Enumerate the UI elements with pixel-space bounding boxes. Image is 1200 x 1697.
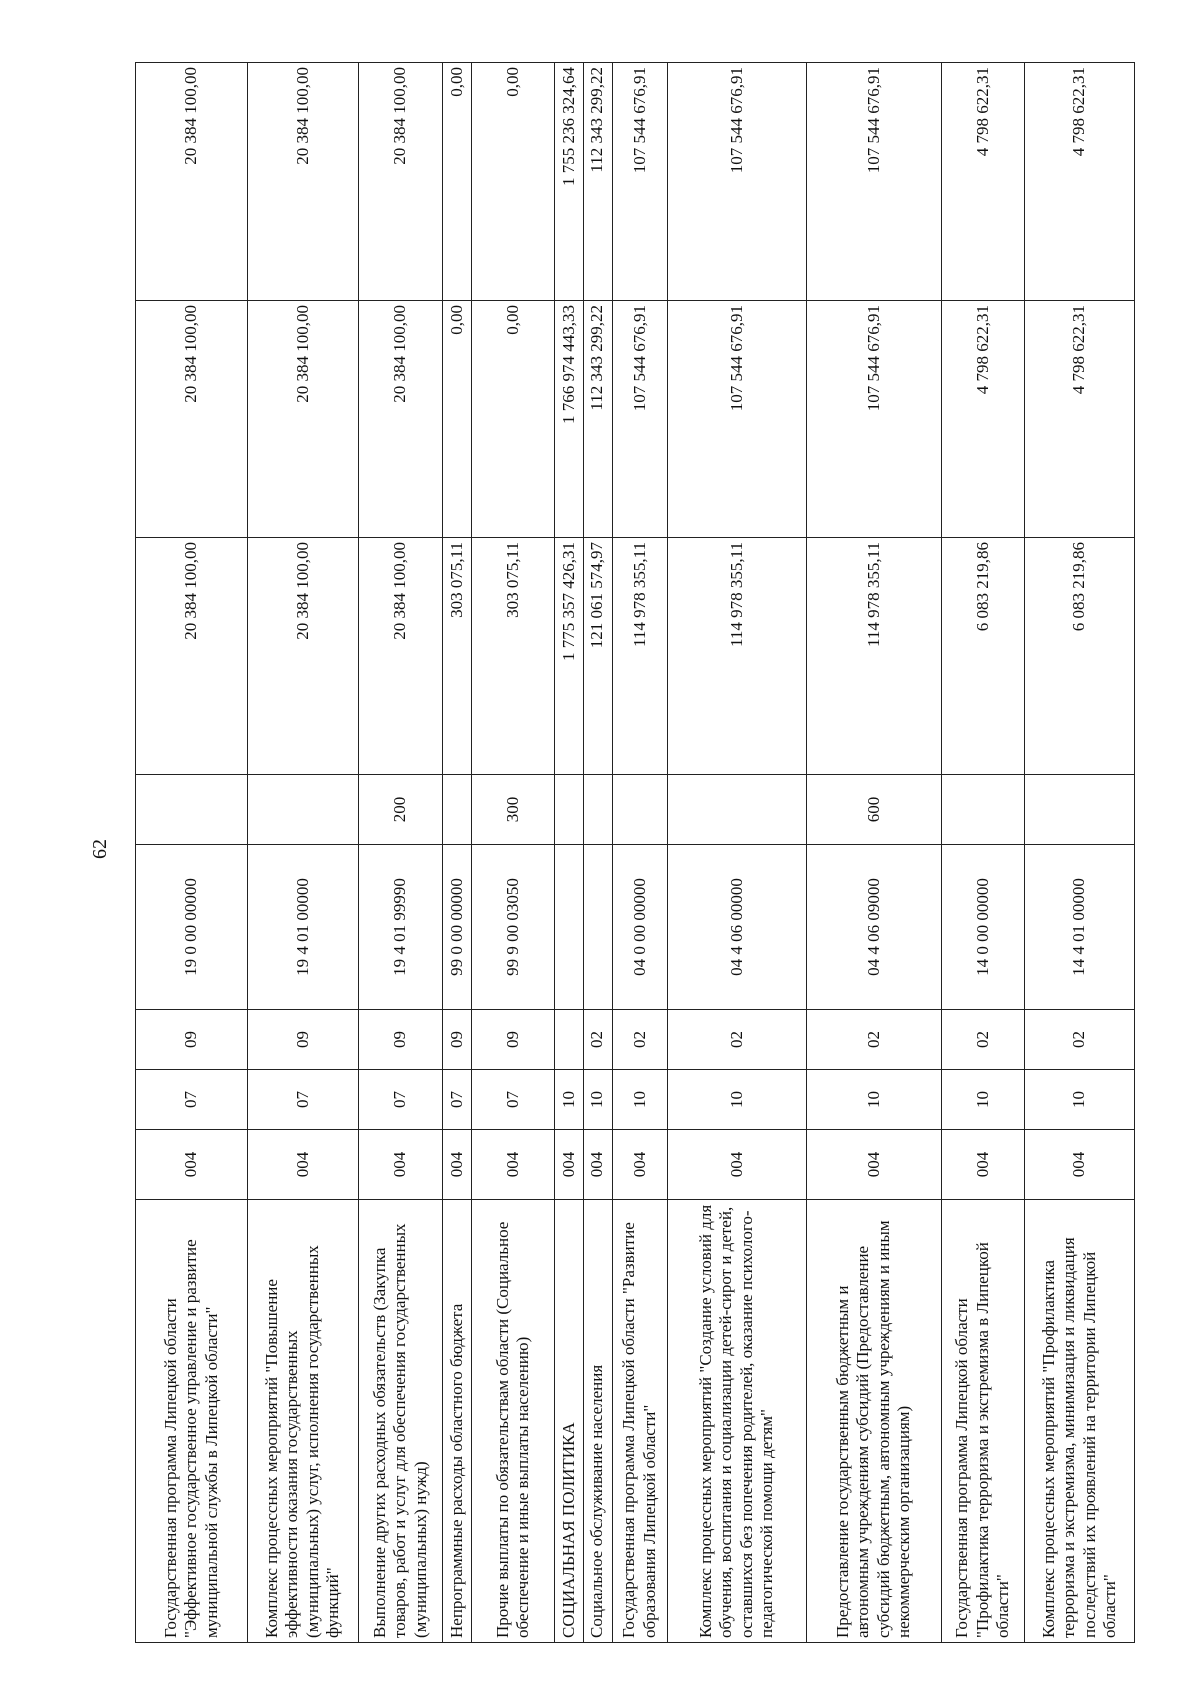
table-row [806, 63, 941, 1643]
target-article: 99 9 00 03050 [471, 845, 554, 1010]
expense-type [247, 775, 358, 845]
sum-year-2: 0,00 [471, 301, 554, 538]
expense-type: 600 [806, 775, 941, 845]
row-name: Непрограммные расходы областного бюджета [443, 1200, 472, 1643]
row-name: Комплекс процессных мероприятий "Профилактика терроризма и экстремизма, минимизация и ликвидация последствий их проявлений на территории Липецкой области" [1025, 1200, 1135, 1643]
subsection-code: 09 [136, 1010, 248, 1070]
target-article: 04 0 00 00000 [612, 845, 667, 1010]
sum-year-3: 107 544 676,91 [806, 63, 941, 301]
row-name: СОЦИАЛЬНАЯ ПОЛИТИКА [554, 1200, 583, 1643]
sum-year-3: 4 798 622,31 [941, 63, 1024, 301]
subsection-code: 09 [471, 1010, 554, 1070]
table-row [554, 63, 583, 1643]
sum-year-1: 1 775 357 426,31 [554, 538, 583, 775]
table-row [667, 63, 806, 1643]
section-code: 07 [247, 1070, 358, 1130]
ved-code: 004 [583, 1130, 612, 1200]
subsection-code: 02 [583, 1010, 612, 1070]
target-article: 19 0 00 00000 [136, 845, 248, 1010]
subsection-code: 02 [667, 1010, 806, 1070]
section-code: 10 [806, 1070, 941, 1130]
section-code: 07 [443, 1070, 472, 1130]
sum-year-3: 0,00 [471, 63, 554, 301]
ved-code: 004 [136, 1130, 248, 1200]
table-body [136, 63, 1135, 1643]
sum-year-1: 114 978 355,11 [806, 538, 941, 775]
ved-code: 004 [554, 1130, 583, 1200]
table-row [471, 63, 554, 1643]
section-code: 10 [612, 1070, 667, 1130]
expense-type [583, 775, 612, 845]
ved-code: 004 [471, 1130, 554, 1200]
sum-year-2: 20 384 100,00 [358, 301, 442, 538]
target-article: 19 4 01 00000 [247, 845, 358, 1010]
target-article [554, 845, 583, 1010]
row-name: Комплекс процессных мероприятий "Повышение эффективности оказания государственных (муниципальных) услуг, исполнения государственных функций" [247, 1200, 358, 1643]
section-code: 10 [554, 1070, 583, 1130]
sum-year-3: 107 544 676,91 [667, 63, 806, 301]
sum-year-1: 20 384 100,00 [358, 538, 442, 775]
subsection-code: 09 [247, 1010, 358, 1070]
sum-year-2: 4 798 622,31 [1025, 301, 1135, 538]
expense-type [443, 775, 472, 845]
sum-year-2: 1 766 974 443,33 [554, 301, 583, 538]
ved-code: 004 [358, 1130, 442, 1200]
budget-table [135, 62, 1135, 1643]
subsection-code: 09 [358, 1010, 442, 1070]
sum-year-3: 20 384 100,00 [247, 63, 358, 301]
expense-type [941, 775, 1024, 845]
sum-year-1: 114 978 355,11 [667, 538, 806, 775]
table-row [612, 63, 667, 1643]
section-code: 10 [583, 1070, 612, 1130]
sum-year-1: 6 083 219,86 [1025, 538, 1135, 775]
expense-type: 200 [358, 775, 442, 845]
expense-type [667, 775, 806, 845]
sum-year-1: 6 083 219,86 [941, 538, 1024, 775]
ved-code: 004 [443, 1130, 472, 1200]
row-name: Комплекс процессных мероприятий "Создание условий для обучения, воспитания и социализации детей-сирот и детей, оставшихся без попечения родителей, оказание психолого-педагогической помощи детям" [667, 1200, 806, 1643]
sum-year-2: 107 544 676,91 [806, 301, 941, 538]
target-article: 19 4 01 99990 [358, 845, 442, 1010]
sum-year-1: 303 075,11 [443, 538, 472, 775]
table-row [1025, 63, 1135, 1643]
sum-year-3: 1 755 236 324,64 [554, 63, 583, 301]
table-row [583, 63, 612, 1643]
sum-year-1: 114 978 355,11 [612, 538, 667, 775]
sum-year-3: 20 384 100,00 [136, 63, 248, 301]
section-code: 07 [136, 1070, 248, 1130]
sum-year-2: 20 384 100,00 [247, 301, 358, 538]
subsection-code: 02 [612, 1010, 667, 1070]
target-article [583, 845, 612, 1010]
table-row [247, 63, 358, 1643]
sum-year-1: 121 061 574,97 [583, 538, 612, 775]
section-code: 07 [471, 1070, 554, 1130]
table-row [941, 63, 1024, 1643]
sum-year-1: 303 075,11 [471, 538, 554, 775]
row-name: Государственная программа Липецкой области "Развитие образования Липецкой области" [612, 1200, 667, 1643]
expense-type: 300 [471, 775, 554, 845]
ved-code: 004 [1025, 1130, 1135, 1200]
subsection-code: 02 [1025, 1010, 1135, 1070]
sum-year-3: 112 343 299,22 [583, 63, 612, 301]
sum-year-2: 107 544 676,91 [612, 301, 667, 538]
subsection-code: 02 [806, 1010, 941, 1070]
sum-year-2: 20 384 100,00 [136, 301, 248, 538]
target-article: 14 4 01 00000 [1025, 845, 1135, 1010]
row-name: Выполнение других расходных обязательств (Закупка товаров, работ и услуг для обеспечения государственных (муниципальных) нужд) [358, 1200, 442, 1643]
section-code: 07 [358, 1070, 442, 1130]
section-code: 10 [667, 1070, 806, 1130]
sum-year-3: 107 544 676,91 [612, 63, 667, 301]
sum-year-3: 4 798 622,31 [1025, 63, 1135, 301]
expense-type [554, 775, 583, 845]
row-name: Предоставление государственным бюджетным и автономным учреждениям субсидий (Предоставление субсидий бюджетным, автономным учреждениям и иным некоммерческим организациям) [806, 1200, 941, 1643]
table-row [136, 63, 248, 1643]
target-article: 14 0 00 00000 [941, 845, 1024, 1010]
subsection-code [554, 1010, 583, 1070]
subsection-code: 09 [443, 1010, 472, 1070]
sum-year-3: 20 384 100,00 [358, 63, 442, 301]
expense-type [1025, 775, 1135, 845]
sum-year-3: 0,00 [443, 63, 472, 301]
subsection-code: 02 [941, 1010, 1024, 1070]
expense-type [612, 775, 667, 845]
sum-year-2: 4 798 622,31 [941, 301, 1024, 538]
target-article: 04 4 06 00000 [667, 845, 806, 1010]
section-code: 10 [1025, 1070, 1135, 1130]
ved-code: 004 [806, 1130, 941, 1200]
rotated-table-container [135, 63, 1135, 1643]
sum-year-1: 20 384 100,00 [136, 538, 248, 775]
ved-code: 004 [612, 1130, 667, 1200]
ved-code: 004 [667, 1130, 806, 1200]
ved-code: 004 [247, 1130, 358, 1200]
target-article: 99 0 00 00000 [443, 845, 472, 1010]
expense-type [136, 775, 248, 845]
ved-code: 004 [941, 1130, 1024, 1200]
row-name: Социальное обслуживание населения [583, 1200, 612, 1643]
sum-year-2: 0,00 [443, 301, 472, 538]
row-name: Прочие выплаты по обязательствам области (Социальное обеспечение и иные выплаты населению) [471, 1200, 554, 1643]
sum-year-1: 20 384 100,00 [247, 538, 358, 775]
sum-year-2: 107 544 676,91 [667, 301, 806, 538]
row-name: Государственная программа Липецкой области "Эффективное государственное управление и развитие муниципальной службы в Липецкой области" [136, 1200, 248, 1643]
section-code: 10 [941, 1070, 1024, 1130]
target-article: 04 4 06 09000 [806, 845, 941, 1010]
table-row [358, 63, 442, 1643]
page-number: 62 [89, 839, 111, 859]
sum-year-2: 112 343 299,22 [583, 301, 612, 538]
table-row [443, 63, 472, 1643]
row-name: Государственная программа Липецкой области "Профилактика терроризма и экстремизма в Липецкой области" [941, 1200, 1024, 1643]
